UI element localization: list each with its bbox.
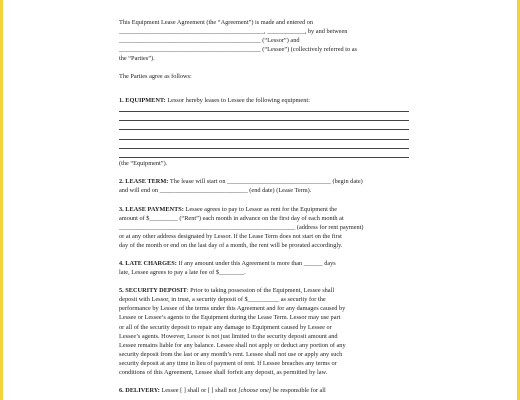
security-deposit-line-3: performance by Lessee of the terms under this Agreement and for any damages caused by	[119, 305, 346, 313]
section-equipment-heading: 1. EQUIPMENT:	[119, 96, 166, 104]
lease-payments-line-5: day of the month or end on the last day of a month, the rent will be prorated accordingly.	[119, 241, 343, 249]
late-charges-line-2: late, Lessee agrees to pay a late fee of $________.	[119, 269, 246, 277]
section-late-charges-heading: 4. LATE CHARGES:	[119, 259, 177, 267]
security-deposit-line-7: Lessee remains liable for any balance. Lessee shall not apply or deduct any portion of any	[119, 341, 346, 349]
section-lease-term-heading: 2. LEASE TERM:	[119, 178, 169, 186]
delivery-choose-one: [choose one]	[238, 387, 272, 395]
intro-line-5: the “Parties”).	[119, 55, 155, 63]
lease-term-line-2: and will end on ____________________________ (end date) (Lease Term).	[119, 187, 312, 195]
intro-line-4: _____________________________________________ (“Lessee”) (collectively referred to as	[119, 46, 357, 54]
intro-line-3: _____________________________________________ (“Lessor”) and	[119, 37, 300, 45]
security-deposit-line-10: conditions of this Agreement, Lessee shall forfeit any deposit, as permitted by law.	[119, 369, 328, 376]
equipment-blank-line-4	[119, 132, 409, 141]
security-deposit-line-2: deposit with Lessor, in trust, a security deposit of $__________ as security for the	[119, 296, 326, 304]
intro-line-2: ______________________________________________, ____________, by and between	[119, 28, 348, 36]
intro-line-1: This Equipment Lease Agreement (the “Agreement”) is made and entered on	[119, 19, 314, 26]
delivery-text-pre: Lessee [ ] shall or [ ] shall not	[159, 387, 239, 395]
section-lease-term	[119, 177, 409, 186]
section-lease-payments-heading: 3. LEASE PAYMENTS:	[119, 205, 184, 213]
section-equipment	[119, 96, 409, 105]
lease-agreement-page	[119, 18, 409, 395]
lease-payments-line-3: ________________________________________________________ (address for rent payment)	[119, 223, 364, 231]
security-deposit-line-1: : Prior to taking possession of the Equipment, Lessee shall	[186, 287, 335, 295]
lease-payments-line-1: Lessee agrees to pay to Lessor as rent for the Equipment the	[183, 205, 338, 213]
section-lease-payments	[119, 205, 409, 214]
security-deposit-line-6: Lessee’s agents. However, Lessor is not just limited to the security deposit amount and	[119, 332, 338, 340]
lease-payments-line-2: amount of $_________ (“Rent”) each month in advance on the first day of each month at	[119, 214, 344, 222]
security-deposit-line-8: security deposit from the last or any month’s rent. Lessee shall not use or apply any such	[119, 350, 343, 358]
section-delivery	[119, 386, 409, 395]
security-deposit-line-9: security deposit at any time in lieu of payment of rent. If Lessee breaches any terms or	[119, 359, 337, 367]
delivery-text-post: be responsible for all	[271, 387, 326, 395]
lease-payments-line-4: or at any other address designated by Lessor. If the Lease Term does not start on the first	[119, 232, 342, 240]
security-deposit-line-5: or all of the security deposit to repair any damage to Equipment caused by Lessee or	[119, 323, 332, 331]
security-deposit-line-4: Lessee or Lessee’s agents to the Equipment during the Lease Term. Lessor may use part	[119, 314, 341, 322]
agree-line: The Parties agree as follows:	[119, 73, 192, 81]
late-charges-line-1: If any amount under this Agreement is more than ______ days	[176, 259, 336, 267]
equipment-blank-line-2	[119, 114, 409, 123]
equipment-blank-line-5	[119, 141, 409, 150]
lease-term-line-1: The lease will start on _________________________________ (begin date)	[168, 178, 363, 186]
equipment-blank-line-1	[119, 105, 409, 114]
section-security-deposit	[119, 286, 409, 295]
equipment-closing: (the “Equipment”).	[119, 160, 168, 168]
section-late-charges	[119, 259, 409, 268]
section-equipment-text: Lessor hereby leases to Lessee the following equipment:	[165, 96, 310, 104]
section-delivery-heading: 6. DELIVERY:	[119, 387, 160, 395]
equipment-blank-line-6	[119, 150, 409, 159]
section-security-deposit-heading: 5. SECURITY DEPOSIT	[119, 287, 187, 295]
equipment-blank-line-3	[119, 123, 409, 132]
